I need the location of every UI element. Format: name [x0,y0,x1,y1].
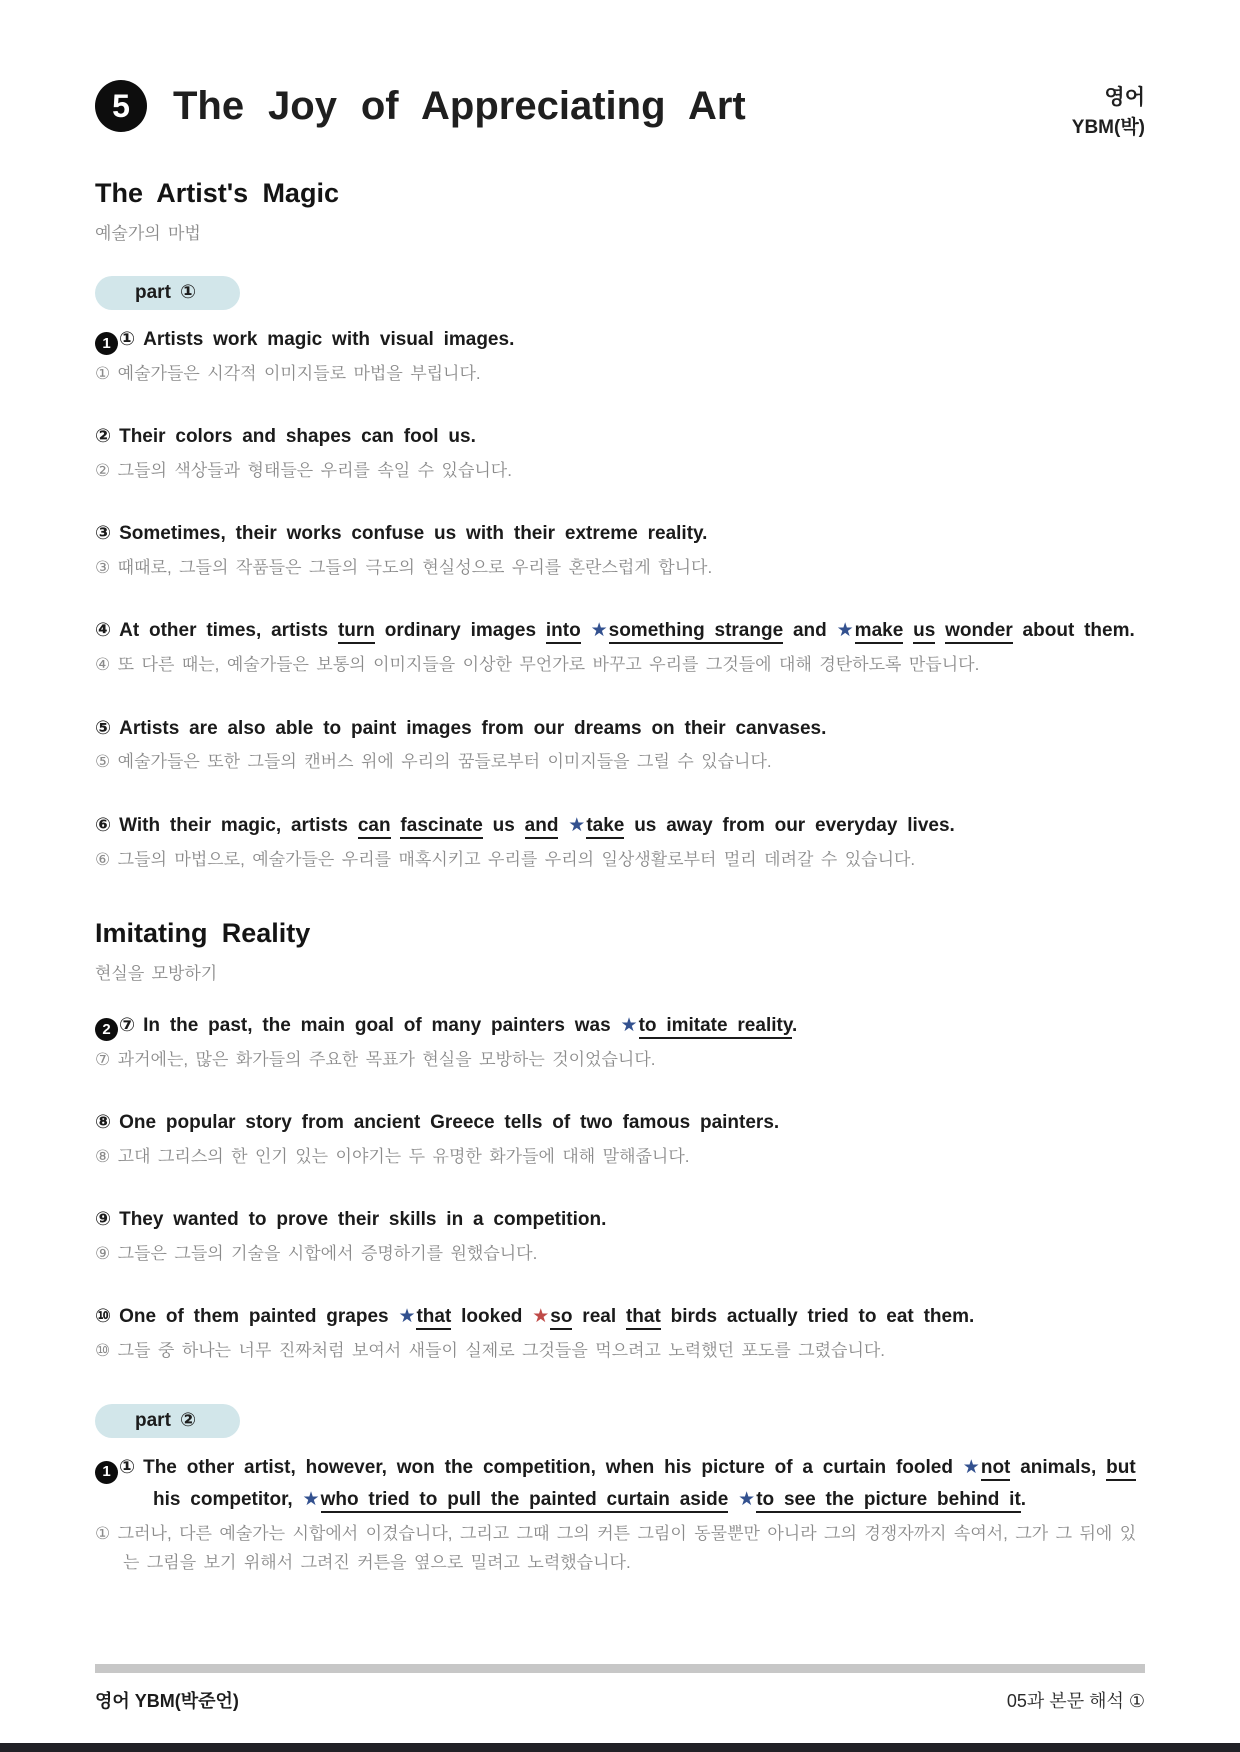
sentence-korean: ③ 때때로, 그들의 작품들은 그들의 극도의 현실성으로 우리를 혼란스럽게 합니다. [95,558,713,578]
sentence-korean: ① 예술가들은 시각적 이미지들로 마법을 부립니다. [95,363,481,383]
filled-number-icon: 2 [95,1018,118,1041]
sentence-number: ⑤ [95,717,112,739]
star-icon: ★ [962,1457,980,1479]
sentence-number: ⑥ [95,814,112,836]
section-title: The Artist's Magic [95,178,339,208]
part-badge: part ① [95,276,240,310]
underlined-text: who tried to pull the painted curtain aside [321,1489,729,1513]
sentence-korean: ⑦ 과거에는, 많은 화가들의 주요한 목표가 현실을 모방하는 것이었습니다. [95,1049,656,1069]
star-icon: ★ [532,1306,550,1328]
filled-number-icon: 1 [95,332,118,355]
star-icon: ★ [568,814,586,836]
underlined-text: us [913,620,935,644]
sentence-block [95,1010,1145,1074]
footer-row [95,1687,1145,1713]
underlined-text: but [1106,1457,1136,1481]
section-subtitle: 예술가의 마법 [95,224,201,243]
sentence-block [95,1452,1145,1577]
sentence-block [95,615,1145,679]
page-header [95,80,1145,142]
sentence-number: ⑧ [95,1111,112,1133]
part-badge-row [95,270,1145,324]
underlined-text: take [586,815,624,839]
sentence-number: ① [119,329,136,350]
star-icon: ★ [590,620,608,642]
subject-box [1072,80,1145,142]
sentence-korean: ⑧ 고대 그리스의 한 인기 있는 이야기는 두 유명한 화가들에 대해 말해줍니다. [95,1146,690,1166]
underlined-text: to see the picture behind it [756,1489,1021,1513]
underlined-text: that [416,1306,451,1330]
section-heading [95,178,1145,244]
sentence-english: ⑧ One popular story from ancient Greece tells of two famous painters. [95,1111,780,1133]
underlined-text: to imitate reality [639,1015,792,1039]
underlined-text: make [855,620,904,644]
page-footer [95,1664,1145,1713]
sentence-block [95,324,1145,388]
sentence-english: 1 ① Artists work magic with visual images. [95,324,1145,356]
footer-right-label: 05과 본문 해석 ① [1006,1691,1145,1711]
sentence-english: ② Their colors and shapes can fool us. [95,426,476,448]
filled-number-icon: 1 [95,1461,118,1484]
underlined-text: something strange [609,620,784,644]
sentence-number: ① [119,1457,136,1479]
sentence-korean: ⑤ 예술가들은 또한 그들의 캔버스 위에 우리의 꿈들로부터 이미지들을 그릴 수 있습니다. [95,752,772,772]
bottom-edge-strip [0,1743,1240,1752]
part-badge-row [95,1398,1145,1452]
underlined-text: so [550,1306,572,1330]
underlined-text: not [981,1457,1011,1481]
underlined-text: into [546,620,581,644]
sentence-english: ⑥ With their magic, artists can fascinate us and ★take us away from our everyday lives. [95,810,1145,842]
underlined-text: can [358,815,391,839]
part-badge: part ② [95,1404,240,1438]
subject-label: 영어 [1104,86,1145,109]
sentence-block [95,1301,1145,1365]
sentence-block [95,518,1145,582]
sentence-block [95,713,1145,777]
section-subtitle: 현실을 모방하기 [95,963,218,983]
lesson-number-icon: 5 [95,80,147,132]
sentence-block [95,1204,1145,1268]
lesson-content [95,178,1145,1578]
sentence-number: ⑨ [95,1209,112,1231]
footer-divider [95,1664,1145,1673]
star-icon: ★ [398,1306,416,1328]
sentence-block [95,421,1145,485]
publisher-label: YBM(박) [1071,116,1145,138]
sentence-number: ③ [95,523,112,545]
sentence-english: ⑤ Artists are also able to paint images from our dreams on their canvases. [95,717,827,739]
section-heading [95,918,1145,984]
star-icon: ★ [738,1489,756,1511]
sentence-block [95,1107,1145,1171]
underlined-text: and [525,815,559,839]
page-title: The Joy of Appreciating Art [173,83,746,128]
sentence-korean: ⑩ 그들 중 하나는 너무 진짜처럼 보여서 새들이 실제로 그것들을 먹으려고 노력했던 포도를 그렸습니다. [95,1341,886,1361]
underlined-text: turn [338,620,375,644]
sentence-korean: ② 그들의 색상들과 형태들은 우리를 속일 수 있습니다. [95,461,512,481]
sentence-korean: ① 그러나, 다른 예술가는 시합에서 이겼습니다, 그리고 그때 그의 커튼 그림이 동물뿐만 아니라 그의 경쟁자까지 속여서, 그가 그 뒤에 있는 그림을 보기 위해서 그려진 커튼을 옆으로 밀려고 노력했습니다. [95,1524,1137,1573]
footer-left-label: 영어 YBM(박준언) [95,1691,239,1711]
section-title: Imitating Reality [95,917,311,948]
sentence-korean: ④ 또 다른 때는, 예술가들은 보통의 이미지들을 이상한 무언가로 바꾸고 우리를 그것들에 대해 경탄하도록 만듭니다. [95,655,980,675]
underlined-text: that [626,1306,661,1330]
star-icon: ★ [302,1489,320,1511]
sentence-english: ⑨ They wanted to prove their skills in a competition. [95,1209,607,1231]
sentence-number: ② [95,426,112,448]
sentence-block [95,810,1145,874]
sentence-number: ⑦ [119,1014,136,1036]
sentence-english: ③ Sometimes, their works confuse us with their extreme reality. [95,523,708,545]
underlined-text: wonder [945,620,1013,644]
sentence-english: 2 ⑦ In the past, the main goal of many painters was ★to imitate reality. [95,1010,1145,1042]
star-icon: ★ [620,1014,638,1036]
underlined-text: fascinate [400,815,482,839]
sentence-korean: ⑥ 그들의 마법으로, 예술가들은 우리를 매혹시키고 우리를 우리의 일상생활로부터 멀리 데려갈 수 있습니다. [95,849,916,869]
star-icon: ★ [836,620,854,642]
sentence-number: ⑩ [95,1306,112,1328]
sentence-korean: ⑨ 그들은 그들의 기술을 시합에서 증명하기를 원했습니다. [95,1244,538,1264]
sentence-english: ⑩ One of them painted grapes ★that looked ★so real that birds actually tried to eat them. [95,1301,1145,1333]
sentence-english: ④ At other times, artists turn ordinary images into ★something strange and ★make us wonder about them. [95,615,1145,647]
sentence-english: 1 ① The other artist, however, won the competition, when his picture of a curtain fooled ★not animals, but his competitor, ★who tried to pull the painted curtain aside ★to see the picture behind it. [95,1452,1145,1516]
sentence-number: ④ [95,620,112,642]
header-left [95,80,746,132]
